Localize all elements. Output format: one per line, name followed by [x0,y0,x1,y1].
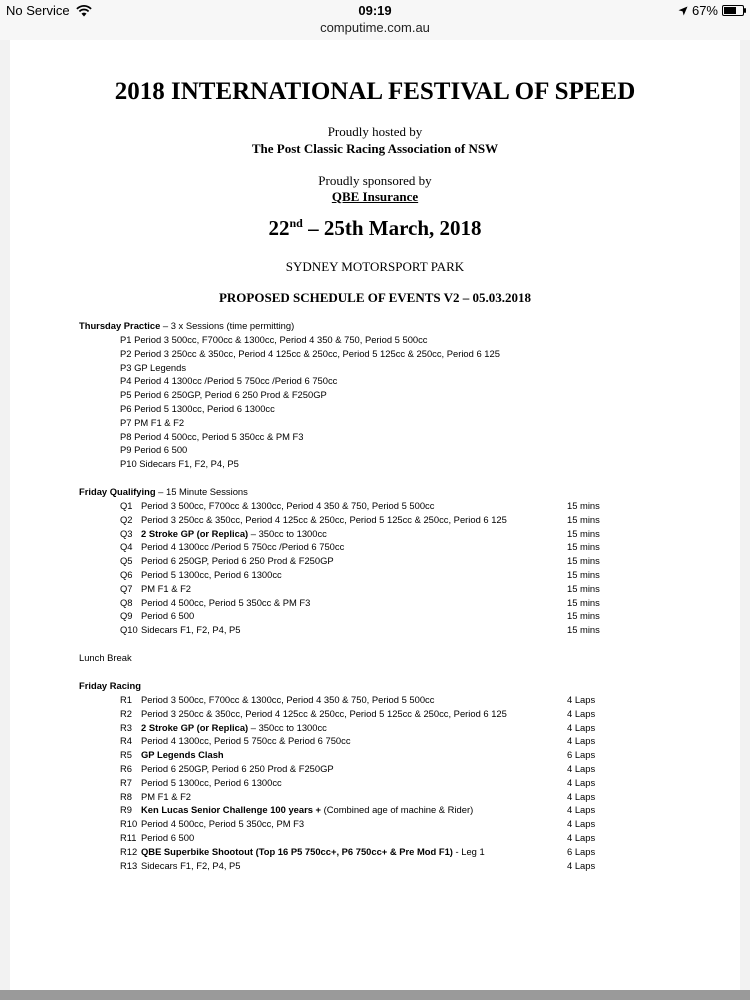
session-desc: Period 6 250GP, Period 6 250 Prod & F250GP [141,763,334,774]
session-desc: Sidecars F1, F2, P4, P5 [141,859,241,871]
session-duration: 4 Laps [567,804,596,816]
session-desc: PM F1 & F2 [134,416,185,428]
racing-row [120,791,640,802]
qualifying-row [120,514,640,525]
schedule-title: PROPOSED SCHEDULE OF EVENTS V2 – 05.03.2018 [218,290,532,305]
session-code: R4 [120,735,132,747]
session-code: R1 [120,694,132,705]
qualifying-heading-label: Friday Qualifying [79,486,156,497]
session-code: R7 [120,776,132,788]
date-suffix: nd [289,216,303,230]
status-right [678,3,744,18]
session-duration: 4 Laps [567,832,596,843]
battery-fill [724,7,736,14]
racing-row [120,722,640,733]
session-title: GP Legends Clash [141,749,224,761]
session-desc: Period 4 1300cc /Period 5 750cc /Period 6 750cc [141,541,345,553]
qualifying-row [120,583,640,594]
session-desc: Period 4 1300cc, Period 5 750cc & Period 6 750cc [141,735,351,747]
thursday-row [120,403,640,414]
session-code: Q7 [120,582,133,594]
session-code: R10 [120,818,138,830]
qualifying-row [120,597,640,608]
thursday-row [120,348,640,359]
session-duration: 15 mins [567,527,600,539]
session-code: R6 [120,763,132,774]
thursday-row [120,334,640,345]
session-code: Q8 [120,596,133,608]
session-code: P4 [120,375,132,387]
qualifying-row [120,610,640,621]
racing-row [120,804,640,815]
session-desc: (Combined age of machine & Rider) [321,804,474,816]
session-desc: Period 4 500cc, Period 5 350cc, PM F3 [141,818,305,830]
session-duration: 4 Laps [567,707,596,719]
session-duration: 15 mins [567,624,600,636]
address-bar-url[interactable]: computime.com.au [320,20,430,35]
clock: 09:19 [358,3,392,18]
session-code: Q2 [120,513,133,525]
session-desc: Period 4 500cc, Period 5 350cc & PM F3 [134,430,304,442]
racing-row [120,832,640,843]
session-code: Q9 [120,610,133,622]
session-duration: 15 mins [567,610,600,622]
status-bar [0,0,750,40]
carrier-label: No Service [6,3,70,18]
racing-row [120,777,640,788]
thursday-row [120,362,640,373]
session-duration: 4 Laps [567,776,596,788]
racing-row [120,818,640,829]
session-code: R9 [120,804,132,816]
qualifying-row [120,624,640,635]
battery-icon [722,5,744,16]
thursday-row [120,431,640,442]
session-title: QBE Superbike Shootout (Top 16 P5 750cc+, P6 750cc+ & Pre Mod F1) [141,845,453,857]
document-page [10,40,740,990]
session-duration: 15 mins [567,596,600,608]
date-rest: – 25th March, 2018 [302,216,482,240]
session-duration: 15 mins [567,513,600,525]
thursday-row [120,389,640,400]
qualifying-row [120,528,640,539]
session-desc: Period 3 500cc, F700cc & 1300cc, Period 4 350 & 750, Period 5 500cc [141,694,435,705]
session-duration: 4 Laps [567,694,596,705]
session-duration: 15 mins [567,541,600,553]
thursday-heading-sub: – 3 x Sessions (time permitting) [160,320,295,331]
session-code: Q4 [120,541,133,553]
session-code: P5 [120,389,132,401]
qualifying-heading [79,486,248,497]
session-duration: 4 Laps [567,790,596,802]
qualifying-heading-sub: – 15 Minute Sessions [155,486,248,497]
document-title: 2018 INTERNATIONAL FESTIVAL OF SPEED [114,78,636,105]
racing-heading: Friday Racing [79,680,141,691]
session-desc: Period 5 1300cc, Period 6 1300cc [141,569,282,580]
session-desc: Period 6 500 [141,832,195,843]
session-code: P6 [120,403,132,414]
session-duration: 15 mins [567,555,600,567]
session-duration: 15 mins [567,500,600,511]
session-desc: Period 6 250GP, Period 6 250 Prod & F250GP [134,389,327,401]
session-code: Q5 [120,555,133,567]
session-duration: 4 Laps [567,735,596,747]
session-code: Q1 [120,500,133,511]
session-desc: Period 3 500cc, F700cc & 1300cc, Period 4 350 & 750, Period 5 500cc [134,334,428,345]
location-arrow-icon [678,6,688,16]
sponsor-name [10,189,740,205]
racing-row [120,860,640,871]
racing-row [120,708,640,719]
racing-row [120,763,640,774]
qualifying-row [120,500,640,511]
session-desc: Period 6 500 [134,444,188,456]
session-duration: 4 Laps [567,859,596,871]
thursday-heading-label: Thursday Practice [79,320,161,331]
session-code: P7 [120,416,132,428]
session-desc: GP Legends [134,361,187,373]
session-code: P2 [120,347,132,359]
session-desc: Sidecars F1, F2, P4, P5 [139,458,239,470]
qualifying-row [120,555,640,566]
thursday-row [120,375,640,386]
racing-row [120,735,640,746]
session-title: 2 Stroke GP (or Replica) [141,527,249,539]
session-code: R2 [120,707,132,719]
session-desc: – 350cc to 1300cc [248,721,327,733]
qualifying-row [120,541,640,552]
session-desc: Period 3 250cc & 350cc, Period 4 125cc & 250cc, Period 5 125cc & 250cc, Period 6 125 [141,707,507,719]
session-duration: 6 Laps [567,845,596,857]
session-duration: 15 mins [567,569,600,580]
session-code: P1 [120,334,132,345]
sponsored-by-line: Proudly sponsored by [318,173,432,188]
session-code: R3 [120,721,132,733]
bottom-bar [0,990,750,1000]
session-code: R8 [120,790,132,802]
session-desc: Period 4 1300cc /Period 5 750cc /Period 6 750cc [134,375,338,387]
date-day: 22 [268,216,290,240]
session-code: P3 [120,361,132,373]
session-duration: 4 Laps [567,721,596,733]
event-date [10,216,740,241]
thursday-row [120,417,640,428]
lunch-break: Lunch Break [79,652,132,663]
session-desc: Period 4 500cc, Period 5 350cc & PM F3 [141,596,311,608]
session-title: 2 Stroke GP (or Replica) [141,721,249,733]
session-code: Q3 [120,527,133,539]
racing-row [120,846,640,857]
session-title: Ken Lucas Senior Challenge 100 years + [141,804,322,816]
session-desc: Period 3 250cc & 350cc, Period 4 125cc & 250cc, Period 5 125cc & 250cc, Period 6 125 [134,347,500,359]
qualifying-row [120,569,640,580]
session-code: P8 [120,430,132,442]
session-duration: 15 mins [567,582,600,594]
session-code: Q6 [120,569,133,580]
hosted-by-line: Proudly hosted by [327,124,423,139]
session-code: R12 [120,845,138,857]
session-desc: Period 6 250GP, Period 6 250 Prod & F250GP [141,555,334,567]
session-desc: PM F1 & F2 [141,582,192,594]
session-desc: Sidecars F1, F2, P4, P5 [141,624,241,636]
session-desc: - Leg 1 [452,845,485,857]
racing-row [120,749,640,760]
thursday-row [120,444,640,455]
session-code: P9 [120,444,132,456]
session-code: R5 [120,749,132,761]
session-code: R11 [120,832,137,843]
battery-percent: 67% [691,3,718,18]
sponsor-name-text: QBE Insurance [331,189,419,204]
session-duration: 6 Laps [567,749,596,761]
venue: SYDNEY MOTORSPORT PARK [285,259,465,274]
racing-row [120,694,640,705]
session-code: Q10 [120,624,138,636]
session-desc: – 350cc to 1300cc [248,527,327,539]
session-desc: Period 3 250cc & 350cc, Period 4 125cc & 250cc, Period 5 125cc & 250cc, Period 6 125 [141,513,507,525]
host-name: The Post Classic Racing Association of NSW [251,141,499,156]
session-desc: Period 6 500 [141,610,195,622]
session-desc: Period 5 1300cc, Period 6 1300cc [134,403,275,414]
thursday-heading [79,320,294,331]
session-code: R13 [120,859,138,871]
session-duration: 4 Laps [567,818,596,830]
session-desc: Period 3 500cc, F700cc & 1300cc, Period 4 350 & 750, Period 5 500cc [141,500,435,511]
session-duration: 4 Laps [567,763,596,774]
thursday-row [120,458,640,469]
session-code: P10 [120,458,137,470]
session-desc: Period 5 1300cc, Period 6 1300cc [141,776,282,788]
session-desc: PM F1 & F2 [141,790,192,802]
